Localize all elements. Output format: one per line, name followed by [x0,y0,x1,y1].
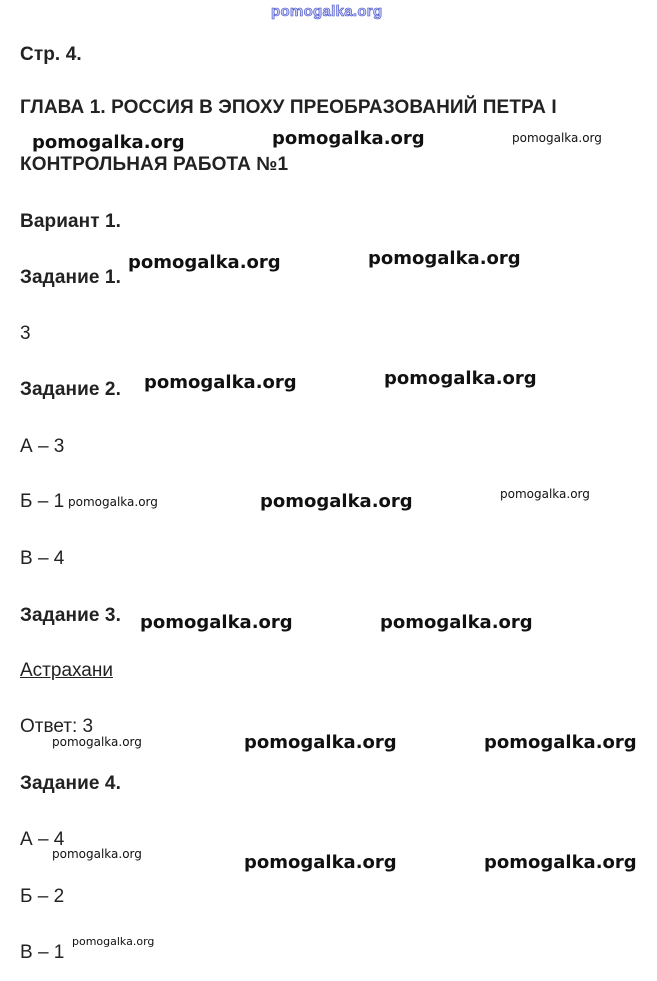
chapter-title: ГЛАВА 1. РОССИЯ В ЭПОХУ ПРЕОБРАЗОВАНИЙ ПЕТРА I [20,97,557,118]
task-4-answer-b: Б – 2 [20,886,65,907]
variant-title: Вариант 1. [20,211,122,232]
watermark: pomogalka.org [484,852,637,873]
task-4-title: Задание 4. [20,773,121,794]
watermark: pomogalka.org [72,935,155,948]
watermark: pomogalka.org [68,495,158,509]
task-1-answer: 3 [20,323,31,344]
task-2-answer-a: А – 3 [20,436,65,457]
watermark: pomogalka.org [500,487,590,501]
watermark: pomogalka.org [140,612,293,633]
watermark: pomogalka.org [52,847,142,861]
task-2-title: Задание 2. [20,379,121,400]
watermark: pomogalka.org [512,131,602,145]
task-2-answer-b: Б – 1 [20,491,65,512]
task-3-answer: Ответ: 3 [20,716,94,737]
watermark: pomogalka.org [260,491,413,512]
test-title: КОНТРОЛЬНАЯ РАБОТА №1 [20,154,289,175]
header-watermark: pomogalka.org [271,3,383,20]
watermark: pomogalka.org [384,368,537,389]
watermark: pomogalka.org [368,248,521,269]
task-2-answer-c: В – 4 [20,548,65,569]
task-3-underlined-word: Астрахани [20,660,113,681]
watermark: pomogalka.org [144,372,297,393]
watermark: pomogalka.org [380,612,533,633]
watermark: pomogalka.org [128,252,281,273]
page-reference: Стр. 4. [20,44,82,65]
watermark: pomogalka.org [272,128,425,149]
watermark: pomogalka.org [244,852,397,873]
task-4-answer-c: В – 1 [20,942,65,963]
watermark: pomogalka.org [244,732,397,753]
task-1-title: Задание 1. [20,267,121,288]
watermark: pomogalka.org [484,732,637,753]
task-4-answer-a: А – 4 [20,829,65,850]
watermark: pomogalka.org [52,735,142,749]
task-3-title: Задание 3. [20,605,121,626]
watermark: pomogalka.org [32,132,185,153]
